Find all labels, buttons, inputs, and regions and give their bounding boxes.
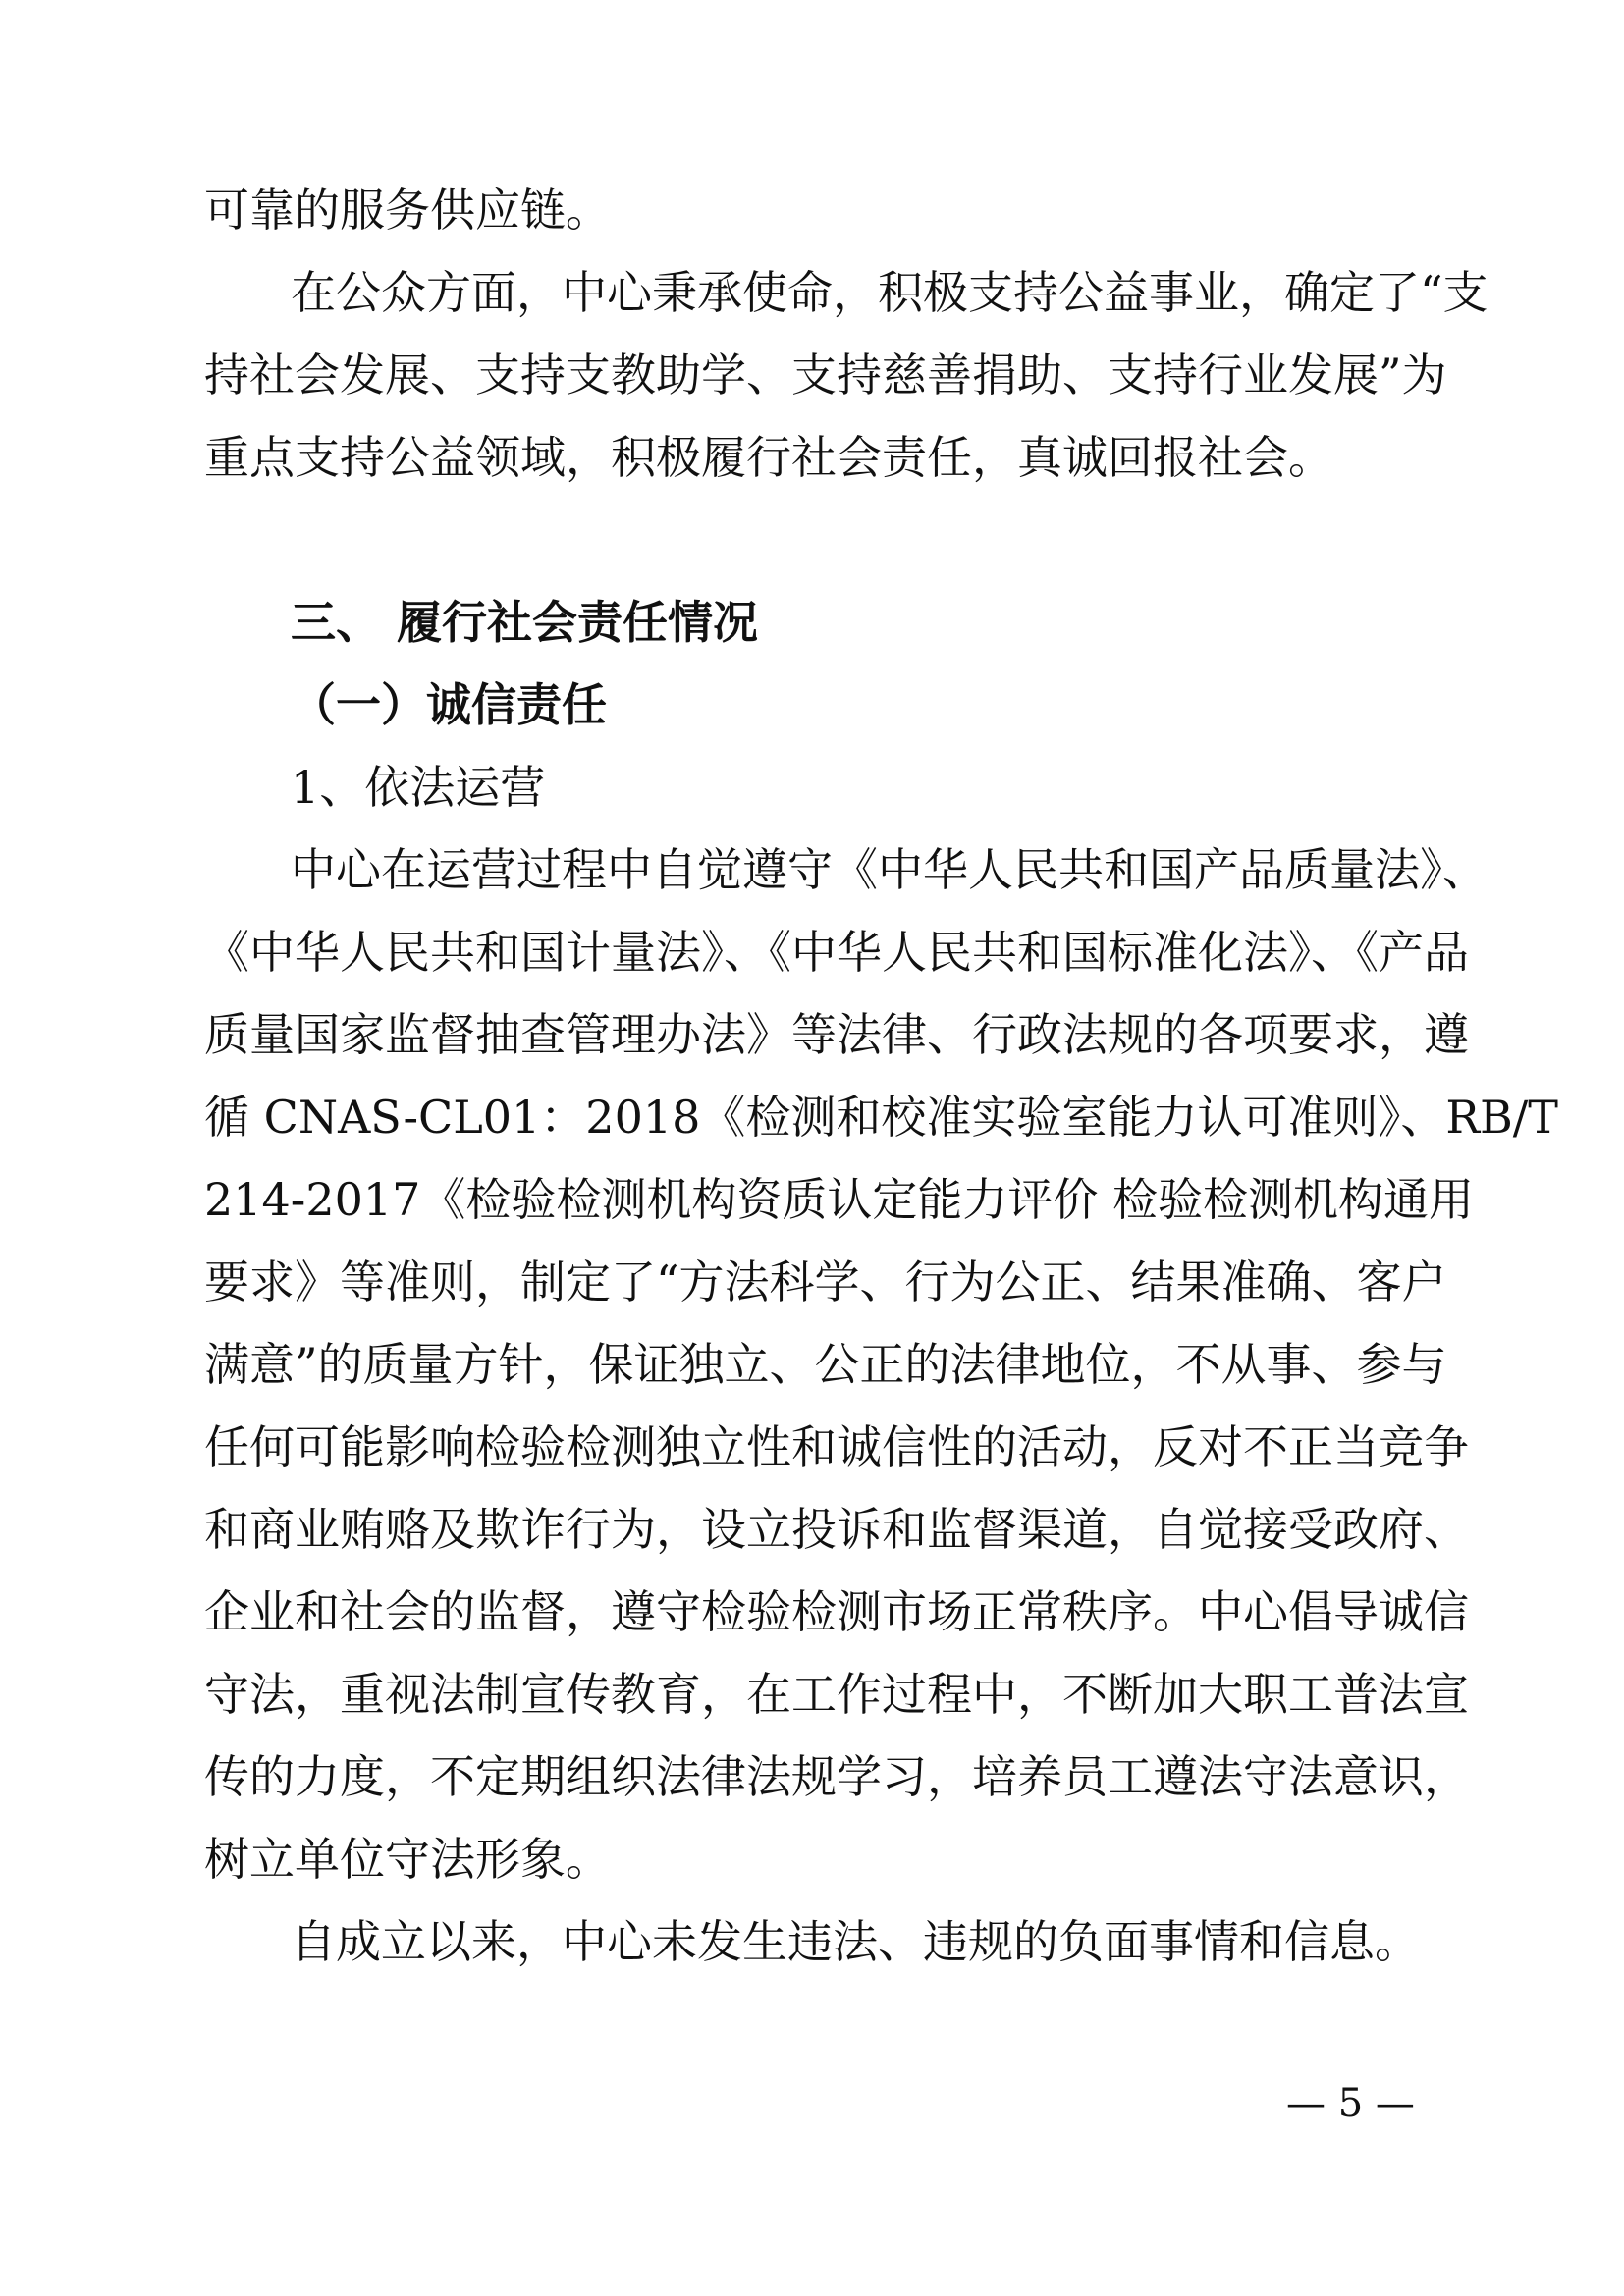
paragraph-line: 自成立以来，中心未发生违法、违规的负面事情和信息。	[291, 1915, 1420, 1968]
paragraph-line: 循 CNAS-CL01：2018《检测和校准实验室能力认可准则》、RB/T	[204, 1091, 1558, 1144]
paragraph-line: 在公众方面，中心秉承使命，积极支持公益事业，确定了“支	[291, 266, 1489, 319]
paragraph-line: 可靠的服务供应链。	[204, 184, 611, 237]
paragraph-line: 《中华人民共和国计量法》、《中华人民共和国标准化法》、《产品	[204, 926, 1469, 979]
paragraph-line: 中心在运营过程中自觉遵守《中华人民共和国产品质量法》、	[291, 843, 1488, 896]
paragraph-line: 和商业贿赂及欺诈行为，设立投诉和监督渠道，自觉接受政府、	[204, 1503, 1469, 1556]
paragraph-line: 任何可能影响检验检测独立性和诚信性的活动，反对不正当竞争	[204, 1420, 1469, 1473]
paragraph-line: 持社会发展、支持支教助学、支持慈善捐助、支持行业发展”为	[204, 348, 1447, 401]
paragraph-line: 214-2017《检验检测机构资质认定能力评价 检验检测机构通用	[204, 1173, 1475, 1226]
paragraph-line: 守法，重视法制宣传教育，在工作过程中，不断加大职工普法宣	[204, 1668, 1469, 1721]
paragraph-line: 企业和社会的监督，遵守检验检测市场正常秩序。中心倡导诚信	[204, 1585, 1469, 1638]
paragraph-line: 质量国家监督抽查管理办法》等法律、行政法规的各项要求，遵	[204, 1008, 1469, 1061]
paragraph-line: 树立单位守法形象。	[204, 1833, 611, 1886]
paragraph-line: 传的力度，不定期组织法律法规学习，培养员工遵法守法意识，	[204, 1750, 1469, 1803]
paragraph-line: 要求》等准则，制定了“方法科学、行为公正、结果准确、客户	[204, 1255, 1447, 1308]
section-heading: 三、 履行社会责任情况	[291, 596, 759, 649]
paragraph-line: 重点支持公益领域，积极履行社会责任，真诚回报社会。	[204, 431, 1333, 484]
page-number: — 5 —	[1286, 2081, 1415, 2126]
subsection-heading: （一）诚信责任	[291, 678, 607, 731]
item-heading: 1、依法运营	[291, 761, 546, 814]
paragraph-line: 满意”的质量方针，保证独立、公正的法律地位，不从事、参与	[204, 1338, 1447, 1391]
